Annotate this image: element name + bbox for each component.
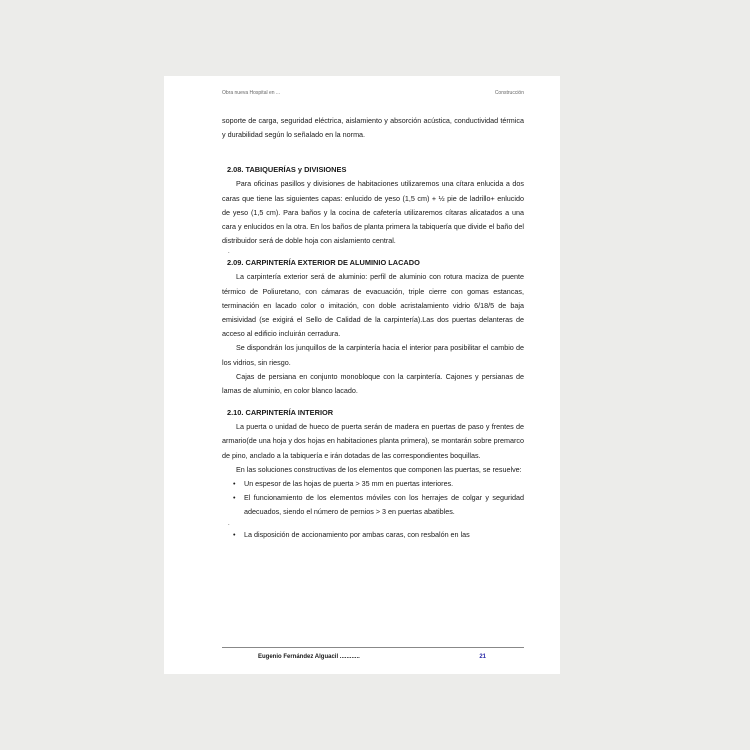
bullet-list — [222, 477, 524, 520]
header-right: Construcción — [494, 90, 524, 96]
footer-author: Eugenio Fernández Alguacil ............ — [258, 654, 360, 660]
list-item: • Un espesor de las hojas de puerta > 35 mm en puertas interiores. — [233, 479, 454, 489]
page-header — [222, 90, 524, 98]
header-left: Obra nueva Hospital en ... — [222, 90, 281, 96]
paragraph: En las soluciones constructivas de los elementos que componen las puertas, se resuelve: — [236, 464, 522, 474]
page-footer — [222, 647, 524, 660]
paragraph: La carpintería exterior será de aluminio: perfil de aluminio con rotura maciza de puente térmico de Poliuretano, con cámaras de evacuación, triple cierre con gomas estancas, terminación en lacado color o imitación, con doble acristalamiento vidrio 6/18/5 de baja emisividad (se exigirá el Sello de Calidad de la carpintería).Las dos puertas delanteras de acceso al edificio incluirán cerradura. — [222, 272, 524, 339]
paragraph: Se dispondrán los junquillos de la carpintería hacia el interior para posibilitar el cambio de los vidrios, sin riesgo. — [222, 343, 524, 367]
bullet-list — [222, 528, 524, 542]
paragraph: La puerta o unidad de hueco de puerta serán de madera en puertas de paso y frentes de armario(de una hoja y dos hojas en habitaciones planta primera), se montarán sobre premarco de pino, anclado a la tabiquería e irán dotadas de las correspondientes boquillas. — [222, 422, 524, 460]
page-body: soporte de carga, seguridad eléctrica, aislamiento y absorción acústica, conductividad térmica y durabilidad según lo señalado en la norma. 2.08. TABIQUERÍAS y DIVISIONES Para oficinas pasillos y divisiones de habitaciones utilizaremos una cítara enlucida a dos caras que tiene las siguientes capas: enlucido de yeso (1,5 cm) + ½ pie de ladrillo+ enlucido de yeso (1,5 cm). Para baños y la cocina de cafetería utilizaremos cítaras alicatados a una cara y enlucidos en la otra. En los baños de planta primera la tabiquería que divide el baño del distribuidor será de doble hoja con aislamiento central. . 2.09. CARPINTERÍA EXTERIOR DE ALUMINIO LACADO La carpintería exterior será de aluminio: perfil de aluminio con rotura maciza de puente térmico de Poliuretano, con cámaras de evacuación, triple cierre con gomas estancas, terminación en lacado color o imitación, con doble acristalamiento vidrio 6/18/5 de baja emisividad (se exigirá el Sello de Calidad de la carpintería).Las dos puertas delanteras de acceso al edificio incluirán cerradura. Se dispondrán los junquillos de la carpintería hacia el interior para posibilitar el cambio de los vidrios, sin riesgo. Cajas de persiana en conjunto monobloque con la carpintería. Cajones y persianas de lamas de aluminio, en color blanco lacado. 2.10. CARPINTERÍA INTERIOR La puerta o unidad de hueco de puerta serán de madera en puertas de paso y frentes de armario(de una hoja y dos hojas en habitaciones planta primera), se montarán sobre premarco de pino, anclado a la tabiquería e irán dotadas de las correspondientes boquillas. En las soluciones constructivas de los elementos que componen las puertas, se resuelve: • Un espesor de las hojas de puerta > 35 mm en puertas interiores. • El funcionamiento de los elementos móviles con los herrajes de colgar y seguridad adecuados, siendo el número de pernios > 3 en puertas abatibles. . • La disposición de accionamiento por ambas caras, con resbalón en las — [222, 114, 524, 542]
page-number: 21 — [479, 654, 486, 660]
intro-paragraph: soporte de carga, seguridad eléctrica, aislamiento y absorción acústica, conductividad térmica y durabilidad según lo señalado en la norma. — [222, 116, 524, 140]
document-page — [164, 76, 560, 674]
paragraph: Para oficinas pasillos y divisiones de habitaciones utilizaremos una cítara enlucida a dos caras que tiene las siguientes capas: enlucido de yeso (1,5 cm) + ½ pie de ladrillo+ enlucido de yeso (1,5 cm). Para baños y la cocina de cafetería utilizaremos cítaras alicatados a una cara y enlucidos en la otra. En los baños de planta primera la tabiquería que divide el baño del distribuidor será de doble hoja con aislamiento central. — [222, 179, 524, 246]
list-item: • El funcionamiento de los elementos móviles con los herrajes de colgar y seguridad adecuados, siendo el número de pernios > 3 en puertas abatibles. — [233, 493, 524, 517]
list-item: • La disposición de accionamiento por ambas caras, con resbalón en las — [233, 529, 470, 539]
paragraph: Cajas de persiana en conjunto monobloque con la carpintería. Cajones y persianas de lamas de aluminio, en color blanco lacado. — [222, 371, 524, 396]
section-title: 2.08. TABIQUERÍAS y DIVISIONES — [227, 165, 347, 175]
section-title: 2.09. CARPINTERÍA EXTERIOR DE ALUMINIO LACADO — [227, 258, 420, 268]
section-title: 2.10. CARPINTERÍA INTERIOR — [227, 408, 334, 418]
